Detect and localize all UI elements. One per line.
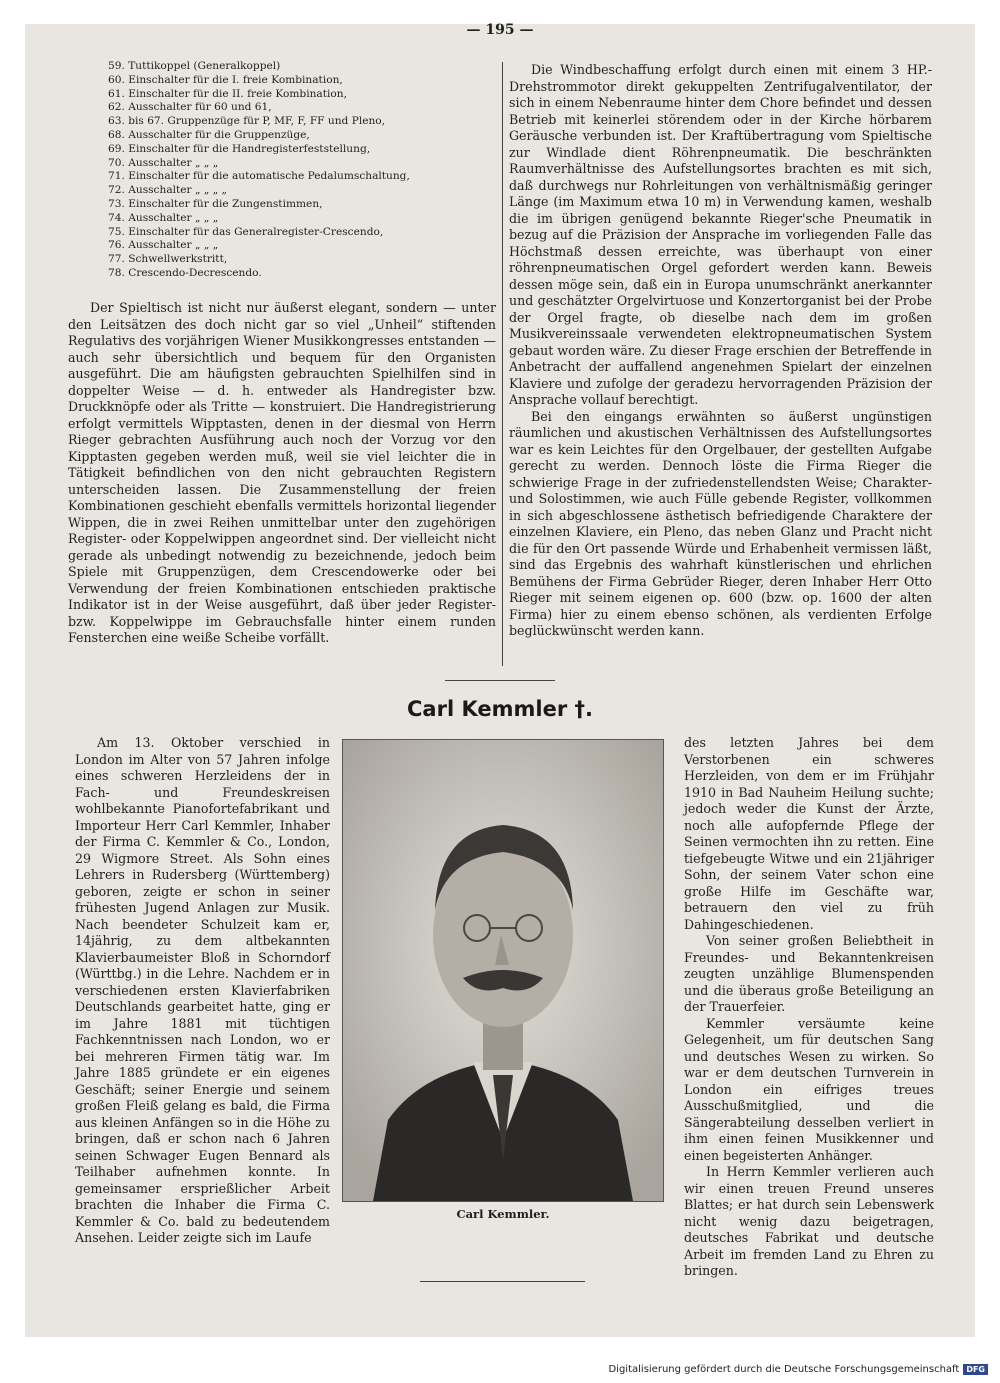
list-item: 59. Tuttikoppel (Generalkoppel): [108, 60, 281, 72]
portrait-photo: [342, 739, 664, 1202]
list-item: 61. Einschalter für die II. freie Kombination,: [108, 87, 347, 100]
obituary-paragraph: Von seiner großen Beliebtheit in Freundes- und Bekanntenkreisen zeugten unzählige Blumenspenden und die überaus große Beteiligung an der Trauerfeier.: [684, 933, 934, 1014]
portrait-illustration: [343, 740, 663, 1201]
column-divider: [502, 62, 503, 666]
obituary-right-column: [684, 735, 934, 1280]
portrait-caption: Carl Kemmler.: [456, 1207, 550, 1221]
list-item: 68. Ausschalter für die Gruppenzüge,: [108, 128, 310, 141]
article-right-column: [509, 62, 932, 640]
list-item: 70. Ausschalter „ „ „: [108, 156, 219, 169]
list-item: 76. Ausschalter „ „ „: [108, 239, 219, 252]
dfg-logo: DFG: [963, 1364, 988, 1375]
article-paragraph: Der Spieltisch ist nicht nur äußerst elegant, sondern — unter den Leitsätzen des doch nicht gar so viel „Unheil“ stiftenden Regulativs des vorjährigen Wiener Musikkongresses entstanden — auch sehr übersichtlich und bequem für den Organisten ausgeführt. Die am häufigsten gebrauchten Spielhilfen sind in doppelter Weise — d. h. entweder als Handregister bzw. Druckknöpfe oder als Tritte — konstruiert. Die Handregistrierung erfolgt vermittels Wipptasten, denen in der diesmal von Herrn Rieger gebrachten Ausführung auch noch der Vorzug vor den Kipptasten gegeben werden muß, weil sie viel leichter die in Tätigkeit befindlichen von den nicht gebrauchten Registern unterscheiden lassen. Die Zusammenstellung der freien Kombinationen geschieht ebenfalls vermittels horizontal liegender Wippen, die in zwei Reihen unmittelbar unter den zugehörigen Register- oder Koppelwippen angeordnet sind. Der vielleicht nicht gerade als unbedingt notwendig zu bezeichnende, jedoch beim Spiele mit Gruppenzügen, dem Crescendowerke oder bei Verwendung der freien Kombinationen entschieden praktische Indikator ist in der Weise ausgeführt, daß über jeder Register- bzw. Koppelwippe im Gebrauchsfalle hinter einem runden Fensterchen eine weiße Scheibe vorfällt.: [68, 300, 496, 645]
list-item: 74. Ausschalter „ „ „: [108, 211, 219, 224]
list-item: 71. Einschalter für die automatische Pedalumschaltung,: [108, 170, 410, 183]
list-item: 77. Schwellwerkstritt,: [108, 253, 228, 266]
register-list: [108, 60, 488, 281]
end-rule: [420, 1281, 585, 1282]
list-item: 63. bis 67. Gruppenzüge für P, MF, F, FF und Pleno,: [108, 115, 386, 128]
section-rule: [445, 680, 555, 681]
list-item: 75. Einschalter für das Generalregister-Crescendo,: [108, 225, 384, 238]
credit-text: Digitalisierung gefördert durch die Deutsche Forschungsgemeinschaft: [608, 1364, 960, 1375]
obituary-paragraph: des letzten Jahres bei dem Verstorbenen ein schweres Herzleiden, von dem er im Frühjahr 1910 in Bad Nauheim Heilung suchte; jedoch weder die Kunst der Ärzte, noch alle aufopfernde Pflege der Seinen vermochten ihn zu retten. Eine tiefgebeugte Witwe und ein 21jähriger Sohn, der seinem Vater schon eine große Hilfe im Geschäfte war, betrauern den viel zu früh Dahingeschiedenen.: [684, 735, 934, 932]
list-item: 62. Ausschalter für 60 und 61,: [108, 101, 272, 114]
digitization-credit: [608, 1364, 988, 1375]
obituary-left-column: [75, 735, 330, 1247]
obituary-paragraph: Kemmler versäumte keine Gelegenheit, um für deutschen Sang und deutsches Wesen zu wirken. So war er dem deutschen Turnverein in London ein eifriges treues Ausschußmitglied, und die Sängerabteilung desselben verliert in ihm einen feinen Musikkenner und einen begeisterten Anhänger.: [684, 1015, 934, 1163]
obituary-paragraph: In Herrn Kemmler verlieren auch wir einen treuen Freund unseres Blattes; er hat durch sein Lebenswerk nicht wenig dazu beigetragen, deutsches Fabrikat und deutsche Arbeit im fremden Land zu Ehren zu bringen.: [684, 1164, 934, 1278]
obituary-title: Carl Kemmler †.: [407, 697, 593, 721]
article-paragraph: Bei den eingangs erwähnten so äußerst ungünstigen räumlichen und akustischen Verhältnissen des Aufstellungsortes war es kein Leichtes für den Orgelbauer, der gestellten Aufgabe gerecht zu werden. Dennoch löste die Firma Rieger die schwierige Frage in der zufriedenstellendsten Weise; Charakter- und Solostimmen, wie auch Fülle gebende Register, vollkommen in sich abgeschlossene ästhetisch befriedigende Charaktere der einzelnen Klaviere, ein Pleno, das neben Glanz und Pracht nicht die für den Ort passende Würde und Erhabenheit vermissen läßt, sind das Ergebnis des wahrhaft künstlerischen und ehrlichen Bemühens der Firma Gebrüder Rieger, deren Inhaber Herr Otto Rieger mit seinem eigenen op. 600 (bzw. op. 1600 der alten Firma) hier zu einem ebenso schönen, als verdienten Erfolge beglückwünscht werden kann.: [509, 408, 932, 638]
article-paragraph: Die Windbeschaffung erfolgt durch einen mit einem 3 HP.-Drehstrommotor direkt gekuppelten Zentrifugalventilator, der sich in einem Nebenraume hinter dem Chore befindet und dessen Betrieb mit keinerlei störendem oder in der Kirche hörbarem Geräusche verbunden ist. Der Kraftübertragung vom Spieltische zur Windlade dient Röhrenpneumatik. Die beschränkten Raumverhältnisse des Aufstellungsortes brachten es mit sich, daß durchwegs nur Rohrleitungen von verhältnismäßig geringer Länge (im Maximum etwa 10 m) in Verwendung kamen, weshalb die im übrigen genügend bekannte Rieger'sche Pneumatik in bezug auf die Präzision der Ansprache im vorliegenden Falle das Höchstmaß dessen erreichte, was überhaupt von einer röhrenpneumatischen Orgel gefordert werden kann. Beweis dessen möge sein, daß ein in Europa unumschränkt anerkannter und geschätzter Orgelvirtuose und Konzertorganist bei der Probe der Orgel fragte, ob dieselbe nach dem im großen Musikvereinssaale verwendeten elektropneumatischen System gebaut worden wäre. Zu dieser Frage erschien der Betreffende in Anbetracht der auffallend angenehmen Spielart der einzelnen Klaviere und zufolge der geradezu hervorragenden Präzision der Ansprache vollauf berechtigt.: [509, 62, 932, 407]
list-item: 60. Einschalter für die I. freie Kombination,: [108, 73, 343, 86]
article-left-column: [68, 300, 496, 647]
obituary-paragraph: Am 13. Oktober verschied in London im Alter von 57 Jahren infolge eines schweren Herzleidens der in Fach- und Freundeskreisen wohlbekannte Pianofortefabrikant und Importeur Herr Carl Kemmler, Inhaber der Firma C. Kemmler & Co., London, 29 Wigmore Street. Als Sohn eines Lehrers in Rudersberg (Württemberg) geboren, zeigte er schon in seiner frühesten Jugend Anlagen zur Musik. Nach beendeter Schulzeit kam er, 14jährig, zu dem altbekannten Klavierbaumeister Bloß in Schorndorf (Württbg.) in die Lehre. Nachdem er in verschiedenen ersten Klavierfabriken Deutschlands gearbeitet hatte, ging er im Jahre 1881 mit tüchtigen Fachkenntnissen nach London, wo er bei mehreren Firmen tätig war. Im Jahre 1885 gründete er ein eigenes Geschäft; seiner Energie und seinem großen Fleiß gelang es bald, die Firma aus kleinen Anfängen so in die Höhe zu bringen, daß er schon nach 6 Jahren seinen Schwager Eugen Bennard als Teilhaber aufnehmen konnte. In gemeinsamer ersprießlicher Arbeit brachten die Inhaber die Firma C. Kemmler & Co. bald zu bedeutendem Ansehen. Leider zeigte sich im Laufe: [75, 735, 330, 1245]
list-item: 72. Ausschalter „ „ „ „: [108, 184, 228, 197]
list-item: 69. Einschalter für die Handregisterfeststellung,: [108, 142, 371, 155]
list-item: 73. Einschalter für die Zungenstimmen,: [108, 197, 323, 210]
page-number: — 195 —: [466, 22, 534, 38]
list-item: 78. Crescendo-Decrescendo.: [108, 266, 262, 279]
